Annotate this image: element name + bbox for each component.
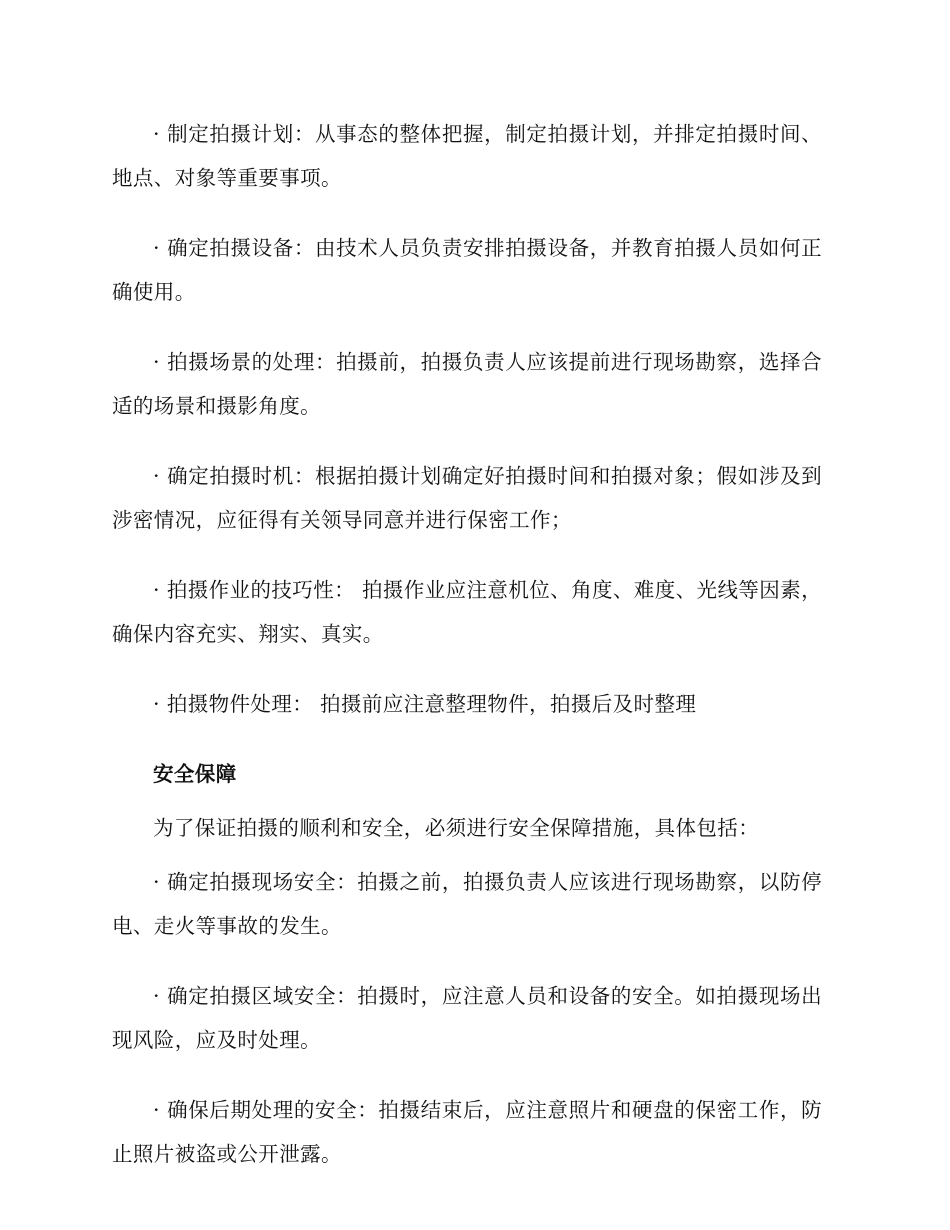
paragraph-scene-handling: · 拍摄场景的处理：拍摄前，拍摄负责人应该提前进行现场勘察，选择合适的场景和摄影角度。 <box>112 350 822 418</box>
paragraph-shooting-plan: · 制定拍摄计划：从事态的整体把握，制定拍摄计划，并排定拍摄时间、地点、对象等重要事项。 <box>112 122 822 190</box>
paragraph-shooting-equipment: · 确定拍摄设备：由技术人员负责安排拍摄设备，并教育拍摄人员如何正确使用。 <box>112 236 822 304</box>
paragraph-shooting-timing: · 确定拍摄时机：根据拍摄计划确定好拍摄时间和拍摄对象；假如涉及到涉密情况，应征得有关领导同意并进行保密工作； <box>112 464 822 532</box>
paragraph-object-handling: · 拍摄物件处理： 拍摄前应注意整理物件，拍摄后及时整理 <box>153 692 697 716</box>
section-heading-safety: 安全保障 <box>153 762 237 786</box>
paragraph-shooting-technique: · 拍摄作业的技巧性： 拍摄作业应注意机位、角度、难度、光线等因素，确保内容充实、翔实、真实。 <box>112 578 822 646</box>
paragraph-postprocessing-safety: · 确保后期处理的安全：拍摄结束后，应注意照片和硬盘的保密工作，防止照片被盗或公开泄露。 <box>112 1098 822 1166</box>
paragraph-site-safety: · 确定拍摄现场安全：拍摄之前，拍摄负责人应该进行现场勘察，以防停电、走火等事故的发生。 <box>112 870 822 938</box>
paragraph-safety-intro: 为了保证拍摄的顺利和安全，必须进行安全保障措施，具体包括： <box>153 816 760 840</box>
paragraph-area-safety: · 确定拍摄区域安全：拍摄时，应注意人员和设备的安全。如拍摄现场出现风险，应及时处理。 <box>112 984 822 1052</box>
